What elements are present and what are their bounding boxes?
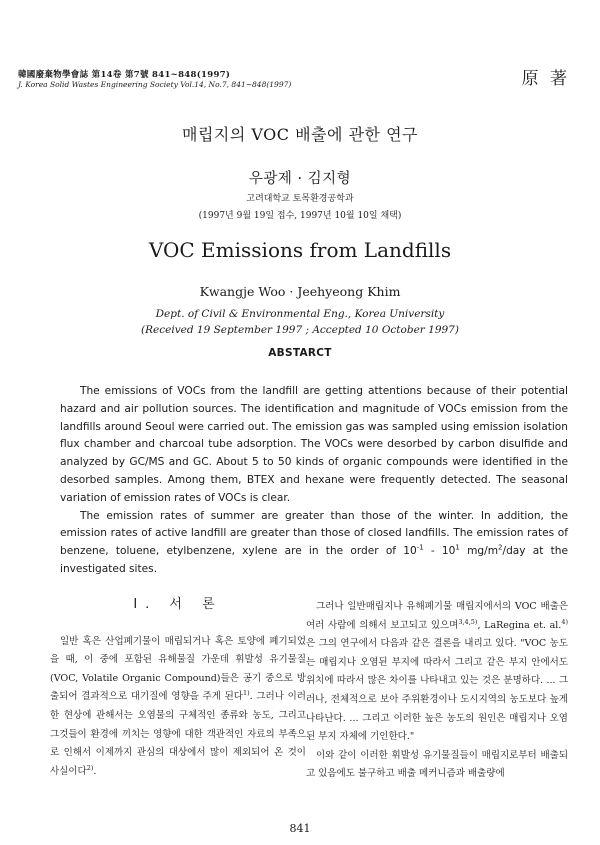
abstract-text: /day at the investigated sites. (60, 545, 568, 575)
abstract-text: mg/m (459, 545, 499, 558)
body-text: , LaRegina et. al. (477, 619, 562, 631)
superscript: 2 (498, 543, 503, 552)
article-type-label: 原 著 (521, 69, 570, 89)
abstract-heading: ABSTARCT (268, 347, 332, 359)
body-text: 은 그의 연구에서 다음과 같은 결론을 내리고 있다. "VOC 농도는 매립지나 오염된 부지에 따라서 그리고 같은 부지 안에서도 위치에 따라서 많은 차이를 나타내고 있는 것은 분명하다. ... 그러나, 전체적으로 보아 주위환경이나 도시지역의 농도보다 높게 나타난다. ... 그리고 이러한 높은 농도의 원인은 매립지나 오염된 부지 자체에 기인한다." (306, 638, 568, 743)
title-english: VOC Emissions from Landfills (148, 238, 452, 262)
journal-citation-english: J. Korea Solid Wastes Engineering Society Vol.14, No.7, 841~848(1997) (18, 80, 292, 89)
abstract-paragraph-1: The emissions of VOCs from the landfill are getting attentions because of their potential hazard and air pollution sources. The identification and magnitude of VOCs emission from the landfills around Seoul were carried out. The emission gas was sampled using emission isolation flux chamber and charcoal tube adsorption. The VOCs were desorbed by carbon disulfide and analyzed by GC/MS and GC. About 5 to 50 kinds of organic compounds were identified in the desorbed samples. Among them, BTEX and hexane were frequently detected. The seasonal variation of emission rates of VOCs is clear. (60, 385, 568, 504)
body-text: 일반 혹은 산업폐기물이 매립되거나 혹은 토양에 폐기되었을 때, 이 중에 포함된 유해물질 가운데 휘발성 유기물질(VOC, Volatile Organic Compound)들은 공기 중으로 방출되어 결과적으로 대기질에 영향을 주게 된다 (50, 635, 306, 703)
intro-paragraph-2 (306, 598, 568, 747)
title-korean: 매립지의 VOC 배출에 관한 연구 (182, 125, 418, 144)
dates-korean: (1997년 9월 19일 접수, 1997년 10월 10일 채택) (198, 211, 402, 221)
left-column (50, 596, 306, 781)
body-text: 그러나 일반매립지나 유해폐기물 매립지에서의 VOC 배출은 여러 사람에 의해서 보고되고 있으며 (306, 601, 568, 631)
journal-citation-korean: 韓國廢棄物學會誌 第14卷 第7號 841~848(1997) (18, 70, 231, 80)
authors-korean: 우광제 · 김지형 (248, 171, 352, 187)
section-title-introduction: I. 서 론 (133, 597, 223, 612)
abstract-paragraph-2 (60, 508, 568, 579)
superscript: -1 (416, 543, 424, 552)
body-text: . (93, 765, 97, 777)
page-number: 841 (289, 822, 311, 835)
citation: 1) (242, 689, 250, 698)
abstract-body (60, 383, 568, 579)
authors-english: Kwangje Woo · Jeehyeong Khim (199, 284, 401, 299)
citation: 3,4,5) (458, 617, 478, 626)
abstract-text: The emission rates of summer are greater than those of the winter. In addition, the emission rates of active landfill are greater than those of closed landfills. The emission rates of benzene, toluene, etylbenzene, xylene are in the order of 10 (60, 509, 568, 558)
abstract-text: - 10 (423, 545, 456, 558)
body-text: . 그러나 이러한 현상에 관해서는 오염물의 구체적인 종류와 농도, 그리고 그것들이 환경에 끼치는 영향에 대한 객관적인 자료의 부족으로 인해서 이제까지 관심의 대상에서 많이 제외되어 온 것이 사실이다 (50, 691, 306, 777)
right-column (306, 598, 568, 784)
intro-paragraph-3: 이와 같이 이러한 휘발성 유기물질들이 매립지로부터 배출되고 있음에도 불구하고 배출 메커니즘과 배출량에 (306, 749, 568, 780)
superscript: 1 (455, 543, 460, 552)
citation: 4) (561, 617, 568, 626)
intro-paragraph-1 (50, 633, 306, 782)
affiliation-korean: 고려대학교 토목환경공학과 (246, 194, 354, 204)
dates-english: (Received 19 September 1997 ; Accepted 10 October 1997) (141, 324, 459, 336)
citation: 2) (86, 763, 94, 772)
affiliation-english: Dept. of Civil & Environmental Eng., Korea University (155, 308, 445, 320)
